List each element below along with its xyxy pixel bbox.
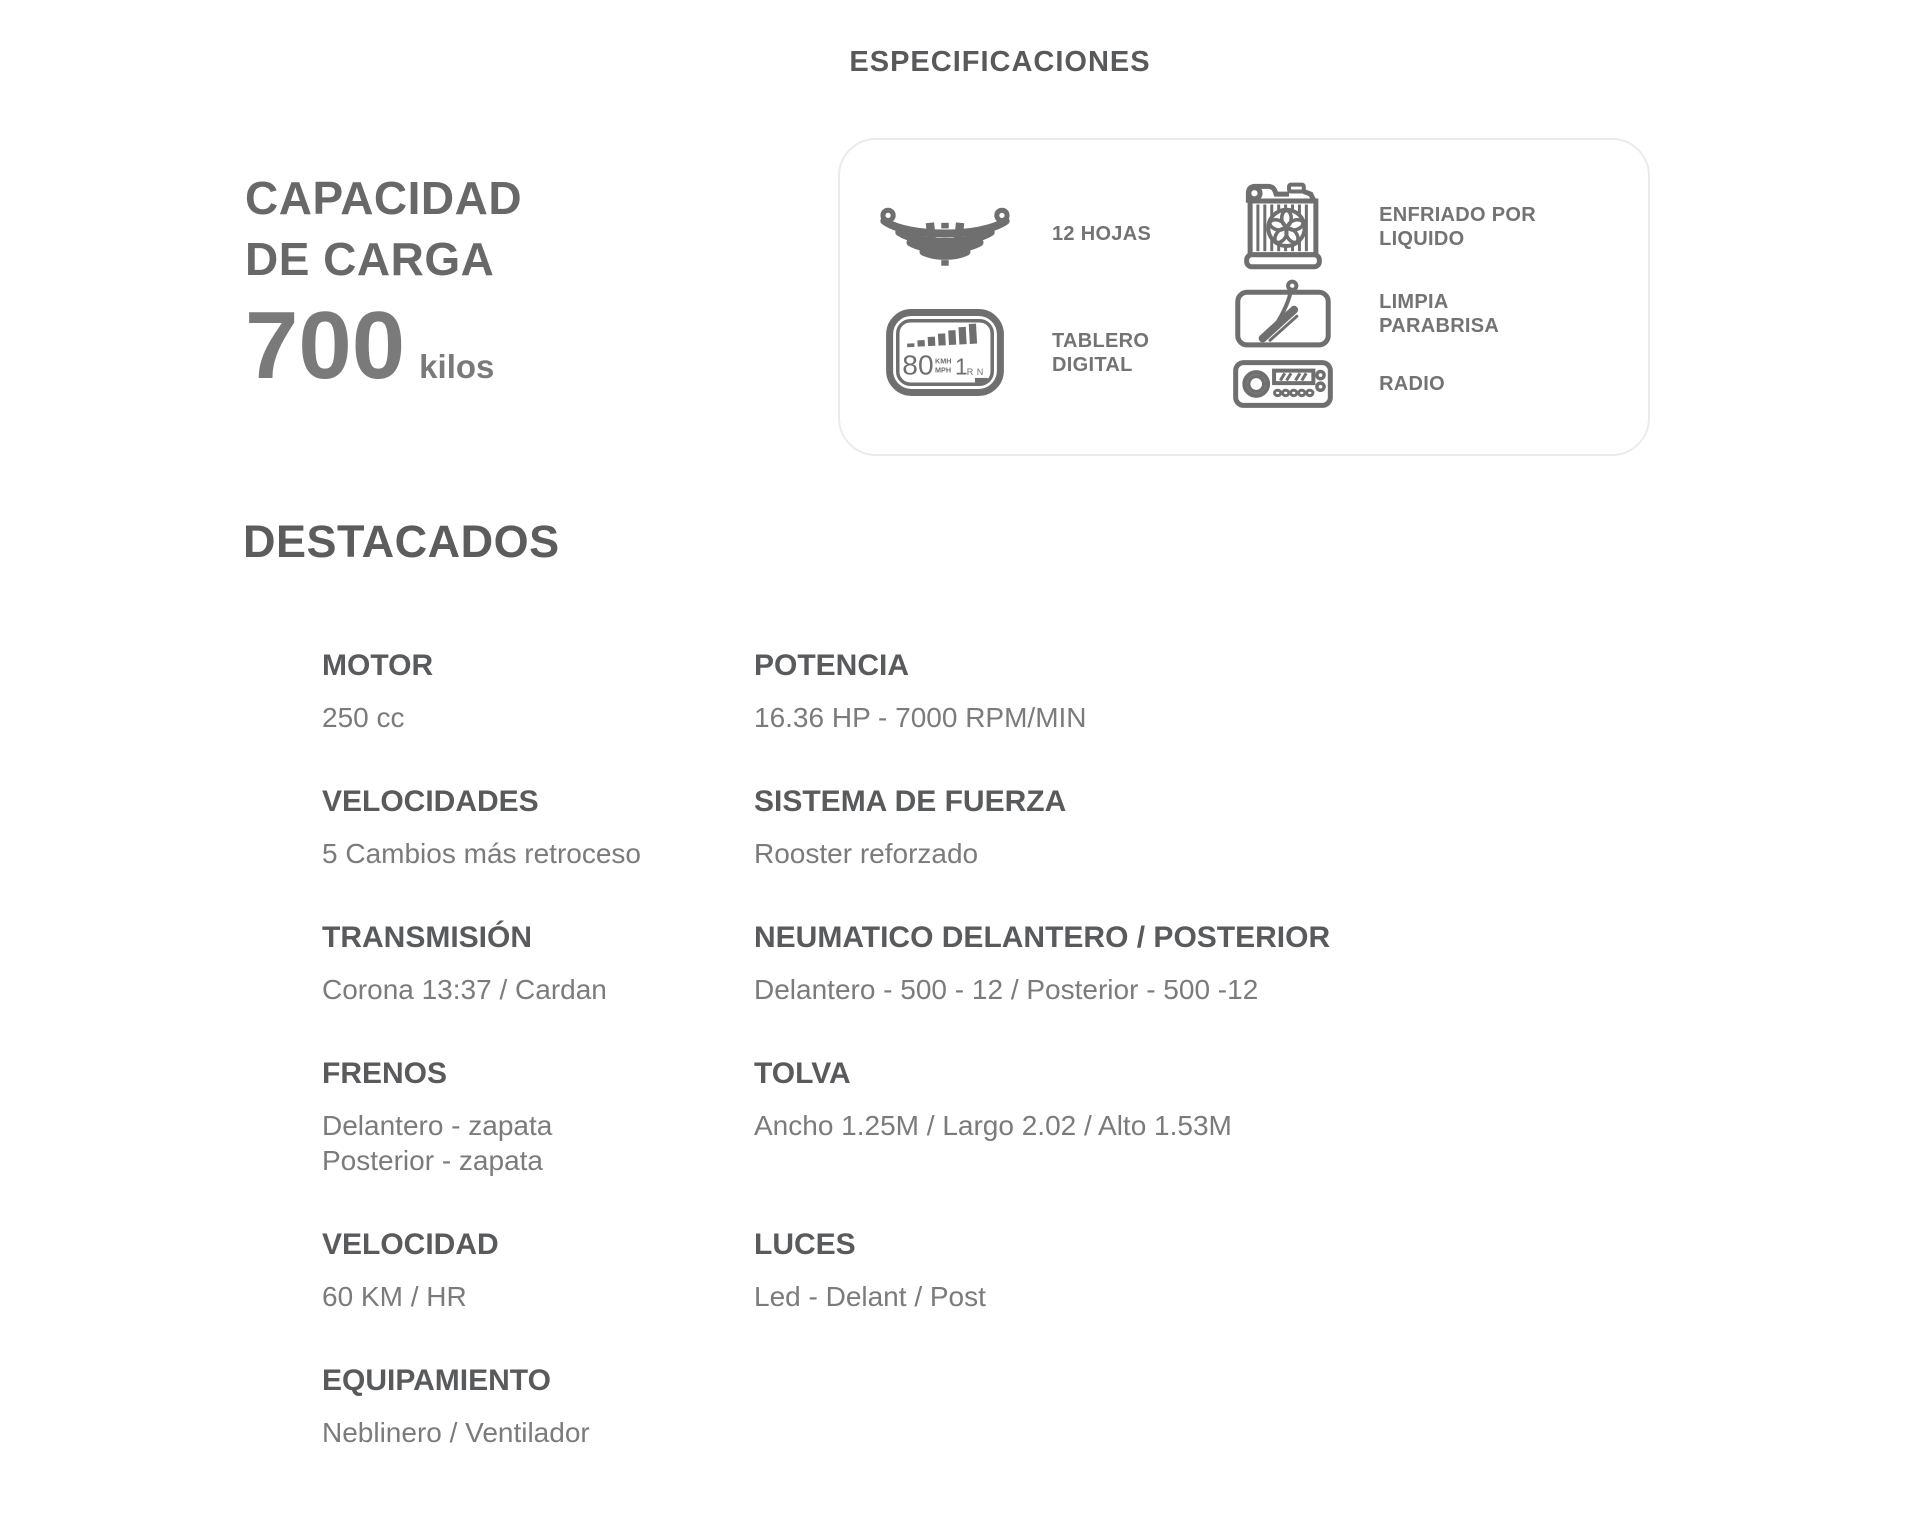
spec-value: Delantero - 500 - 12 / Posterior - 500 -12: [754, 974, 1259, 1005]
windshield-wiper-icon: [1235, 279, 1331, 348]
spec-label: LUCES: [754, 1228, 856, 1261]
capacity-unit: kilos: [419, 348, 495, 385]
feature-label: 12 HOJAS: [1052, 222, 1152, 245]
spec-value: Ancho 1.25M / Largo 2.02 / Alto 1.53M: [754, 1110, 1232, 1141]
feature-icon-box: [870, 197, 1020, 271]
feature-item-radio: [1227, 356, 1602, 412]
page-title: ESPECIFICACIONES: [849, 46, 1151, 78]
spec-item-velocidad: [322, 1227, 754, 1314]
spec-value: Neblinero / Ventilador: [322, 1417, 590, 1448]
spec-value: Corona 13:37 / Cardan: [322, 974, 607, 1005]
spec-item-luces: [754, 1227, 1602, 1314]
leaf-spring-icon: [875, 197, 1015, 271]
spec-label: NEUMATICO DELANTERO / POSTERIOR: [754, 921, 1331, 954]
features-card-left-column: [870, 178, 1227, 416]
svg-text:R: R: [966, 367, 974, 378]
spec-item-velocidades: [322, 784, 754, 871]
spec-item-tolva: [754, 1056, 1602, 1143]
capacity-figure: [245, 292, 522, 399]
spec-item-transmision: [322, 920, 754, 1007]
spec-label: FRENOS: [322, 1057, 448, 1090]
feature-label: LIMPIA PARABRISA: [1379, 290, 1500, 337]
spec-label: TOLVA: [754, 1057, 851, 1090]
spec-label: POTENCIA: [754, 649, 910, 682]
feature-label: RADIO: [1379, 373, 1446, 396]
feature-icon-box: [1227, 356, 1339, 412]
spec-item-potencia: [754, 648, 1602, 735]
spec-value: 60 KM / HR: [322, 1281, 467, 1312]
radio-icon: [1233, 356, 1333, 412]
feature-item-liquid-cooling: [1227, 182, 1602, 272]
svg-text:1: 1: [954, 353, 968, 380]
features-card-right-column: [1227, 178, 1602, 416]
capacity-title: [245, 168, 522, 290]
spec-item-frenos: [322, 1056, 754, 1178]
spec-label: VELOCIDAD: [322, 1228, 499, 1261]
capacity-title-line2: DE CARGA: [245, 233, 495, 285]
spec-label: TRANSMISIÓN: [322, 921, 532, 954]
feature-icon-box: [1227, 279, 1339, 348]
feature-item-digital-dashboard: [870, 308, 1227, 397]
feature-label: ENFRIADO POR LIQUIDO: [1379, 203, 1537, 250]
feature-item-leaf-spring: [870, 197, 1227, 271]
spec-value: Led - Delant / Post: [754, 1281, 986, 1312]
capacity-title-line1: CAPACIDAD: [245, 172, 523, 224]
svg-text:N: N: [976, 367, 984, 378]
spec-label: VELOCIDADES: [322, 785, 539, 818]
feature-icon-box: [1227, 182, 1339, 272]
section-title: DESTACADOS: [243, 516, 560, 567]
capacity-value: 700: [245, 292, 406, 399]
spec-value: Delantero - zapata: [322, 1110, 553, 1141]
spec-label: SISTEMA DE FUERZA: [754, 785, 1067, 818]
spec-value: 250 cc: [322, 702, 405, 733]
svg-text:80: 80: [902, 349, 934, 381]
spec-item-equipamiento: [322, 1363, 754, 1450]
svg-text:MPH: MPH: [935, 365, 952, 375]
spec-value: 5 Cambios más retroceso: [322, 838, 642, 869]
capacity-block: [245, 168, 523, 399]
feature-label: TABLERO DIGITAL: [1052, 329, 1150, 376]
spec-item-neumatico: [754, 920, 1602, 1007]
spec-value: 16.36 HP - 7000 RPM/MIN: [754, 702, 1087, 733]
spec-value: Rooster reforzado: [754, 838, 979, 869]
radiator-icon: [1243, 182, 1323, 272]
spec-label: MOTOR: [322, 649, 434, 682]
feature-item-windshield-wiper: [1227, 279, 1602, 348]
feature-icon-box: [870, 308, 1020, 397]
features-card: [838, 138, 1650, 456]
spec-value: Posterior - zapata: [322, 1145, 543, 1176]
specs-grid: [322, 648, 1602, 1450]
digital-dashboard-icon: [885, 308, 1005, 397]
spec-item-motor: [322, 648, 754, 735]
spec-label: EQUIPAMIENTO: [322, 1364, 551, 1397]
svg-text:KMH: KMH: [935, 356, 952, 366]
spec-item-sistema-de-fuerza: [754, 784, 1602, 871]
